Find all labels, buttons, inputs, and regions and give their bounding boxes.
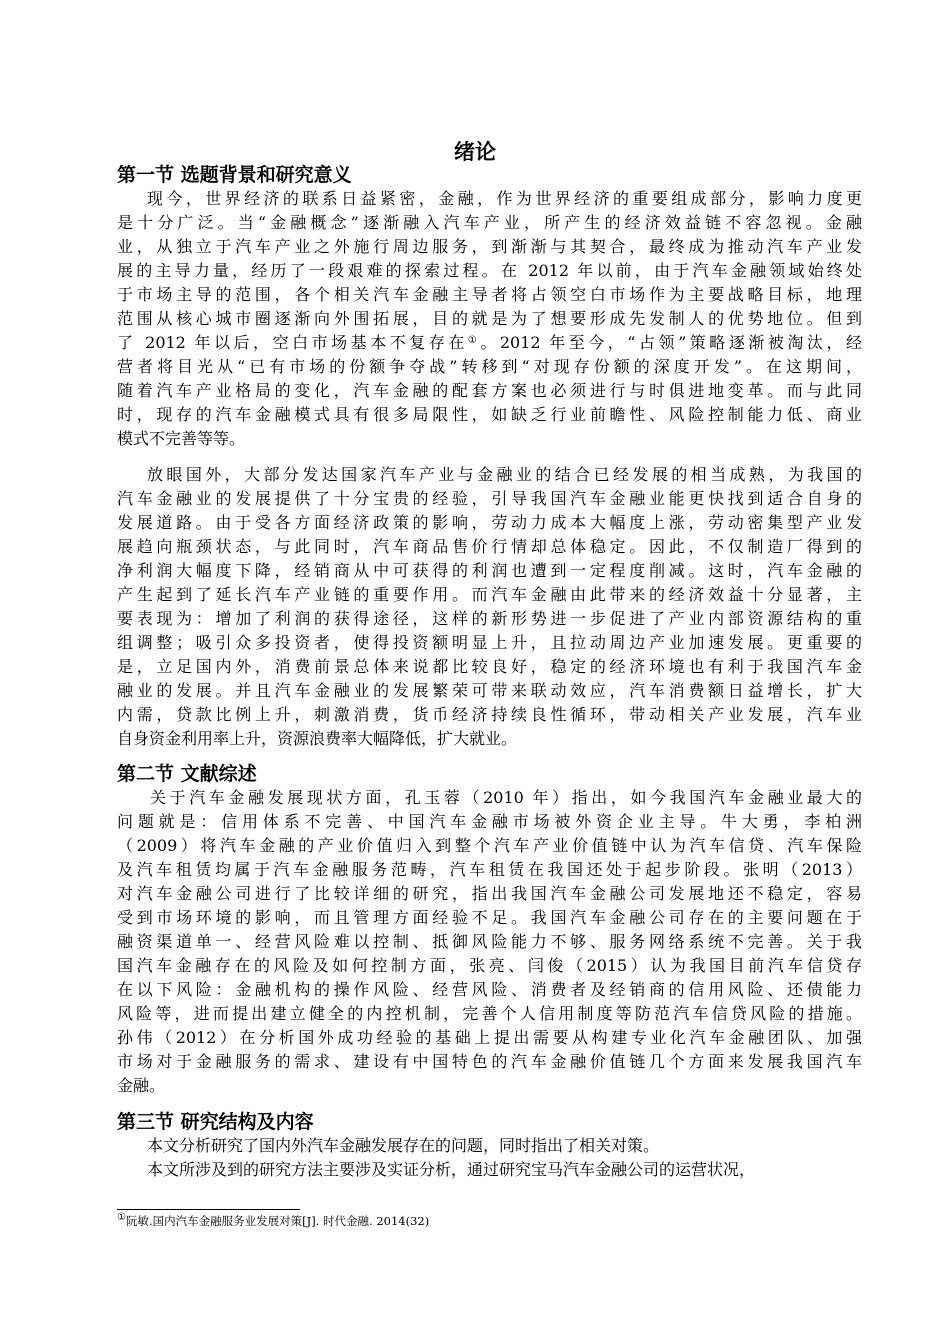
text-line: 问题就是：信用体系不完善、中国汽车金融市场被外资企业主导。牛大勇，李柏洲 [117, 812, 862, 831]
text-line: 内需，贷款比例上升，刺激消费，货币经济持续良性循环，带动相关产业发展，汽车业 [117, 705, 862, 724]
text-line: 受到市场环境的影响，而且管理方面经验不足。我国汽车金融公司存在的主要问题在于 [117, 908, 862, 927]
paragraph [117, 463, 862, 751]
section-heading-1: 第一节 选题背景和研究意义 [117, 164, 352, 186]
text-line: 展的主导力量，经历了一段艰难的探索过程。在 2012 年以前，由于汽车金融领域始终处 [117, 261, 862, 280]
text-line: 孙伟（2012）在分析国外成功经验的基础上提出需要从构建专业化汽车金融团队、加强 [117, 1028, 862, 1047]
text-line: 要表现为：增加了利润的获得途径，这样的新形势进一步促进了产业内部资源结构的重 [117, 609, 862, 628]
text-line: 范围从核心城市圈逐渐向外围拓展，目的就是为了想要形成先发制人的优势地位。但到 [117, 309, 862, 328]
text-line: 市场对于金融服务的需求、建设有中国特色的汽车金融价值链几个方面来发展我国汽车 [117, 1052, 862, 1071]
text-line: 及汽车租赁均属于汽车金融服务范畴，汽车租赁在我国还处于起步阶段。张明（2013） [117, 860, 862, 879]
text-line: 了 2012 年以后，空白市场基本不复存在①。2012 年至今，“占领”策略逐渐被淘汰，经 [117, 333, 862, 352]
text-line: 展趋向瓶颈状态，与此同时，汽车商品售价行情却总体稳定。因此，不仅制造厂得到的 [117, 537, 862, 556]
text-line: 于市场主导的范围，各个相关汽车金融主导者将占领空白市场作为主要战略目标，地理 [117, 285, 862, 304]
text-line: 风险等，进而提出建立健全的内控机制，完善个人信用制度等防范汽车信贷风险的措施。 [117, 1004, 862, 1023]
text-line: 时，现存的汽车金融模式具有很多局限性，如缺乏行业前瞻性、风险控制能力低、商业 [117, 405, 862, 424]
footnote-marker: ① [117, 1212, 126, 1223]
text-line: 自身资金利用率上升，资源浪费率大幅降低，扩大就业。 [117, 729, 518, 748]
text-line: 组调整；吸引众多投资者，使得投资额明显上升，且拉动周边产业加速发展。更重要的 [117, 633, 862, 652]
text-line: 营者将目光从“已有市场的份额争夺战”转移到“对现存份额的深度开发”。在这期间， [117, 357, 862, 376]
text-line: 国汽车金融存在的风险及如何控制方面，张亮、闫俊（2015）认为我国目前汽车信贷存 [117, 956, 862, 975]
paragraph [117, 786, 862, 1098]
text-line: 金融。 [117, 1076, 166, 1095]
text-line: 净利润大幅度下降，经销商从中可获得的利润也遭到一定程度削减。这时，汽车金融的 [117, 561, 862, 580]
footnote-separator [117, 1209, 300, 1210]
text-line: 本文分析研究了国内外汽车金融发展存在的问题，同时指出了相关对策。 [147, 1136, 660, 1155]
text-line: 对汽车金融公司进行了比较详细的研究，指出我国汽车金融公司发展地还不稳定，容易 [117, 884, 862, 903]
text-line: 现今，世界经济的联系日益紧密，金融，作为世界经济的重要组成部分，影响力度更 [147, 189, 862, 208]
text-line: 放眼国外，大部分发达国家汽车产业与金融业的结合已经发展的相当成熟，为我国的 [147, 465, 862, 484]
paragraph [117, 1158, 862, 1182]
text-line: 模式不完善等等。 [117, 429, 246, 448]
text-line: 汽车金融业的发展提供了十分宝贵的经验，引导我国汽车金融业能更快找到适合自身的 [117, 489, 862, 508]
paragraph [117, 1134, 862, 1158]
section-heading-2: 第二节 文献综述 [117, 763, 257, 785]
text-line: 本文所涉及到的研究方法主要涉及实证分析，通过研究宝马汽车金融公司的运营状况， [147, 1160, 756, 1179]
text-line: 业，从独立于汽车产业之外施行周边服务，到渐渐与其契合，最终成为推动汽车产业发 [117, 237, 862, 256]
text-line: 是，立足国内外，消费前景总体来说都比较良好，稳定的经济环境也有利于我国汽车金 [117, 657, 862, 676]
text-line: 关于汽车金融发展现状方面，孔玉蓉（2010 年）指出，如今我国汽车金融业最大的 [150, 788, 862, 807]
text-line: 是十分广泛。当“金融概念”逐渐融入汽车产业，所产生的经济效益链不容忽视。金融 [117, 213, 862, 232]
footnote: ①阮敏.国内汽车金融服务业发展对策[J]. 时代金融. 2014(32) [117, 1212, 430, 1228]
paragraph [117, 187, 862, 451]
chapter-title: 绪论 [454, 140, 496, 164]
section-heading-3: 第三节 研究结构及内容 [117, 1111, 314, 1133]
text-line: 融业的发展。并且汽车金融业的发展繁荣可带来联动效应，汽车消费额日益增长，扩大 [117, 681, 862, 700]
text-line: 融资渠道单一、经营风险难以控制、抵御风险能力不够、服务网络系统不完善。关于我 [117, 932, 862, 951]
text-line: （2009）将汽车金融的产业价值归入到整个汽车产业价值链中认为汽车信贷、汽车保险 [117, 836, 862, 855]
text-line: 发展道路。由于受各方面经济政策的影响，劳动力成本大幅度上涨，劳动密集型产业发 [117, 513, 862, 532]
text-line: 在以下风险：金融机构的操作风险、经营风险、消费者及经销商的信用风险、还债能力 [117, 980, 862, 999]
text-line: 产生起到了延长汽车产业链的重要作用。而汽车金融由此带来的经济效益十分显著，主 [117, 585, 862, 604]
text-line: 随着汽车产业格局的变化，汽车金融的配套方案也必须进行与时俱进地变革。而与此同 [117, 381, 862, 400]
footnote-marker: ① [467, 335, 481, 346]
